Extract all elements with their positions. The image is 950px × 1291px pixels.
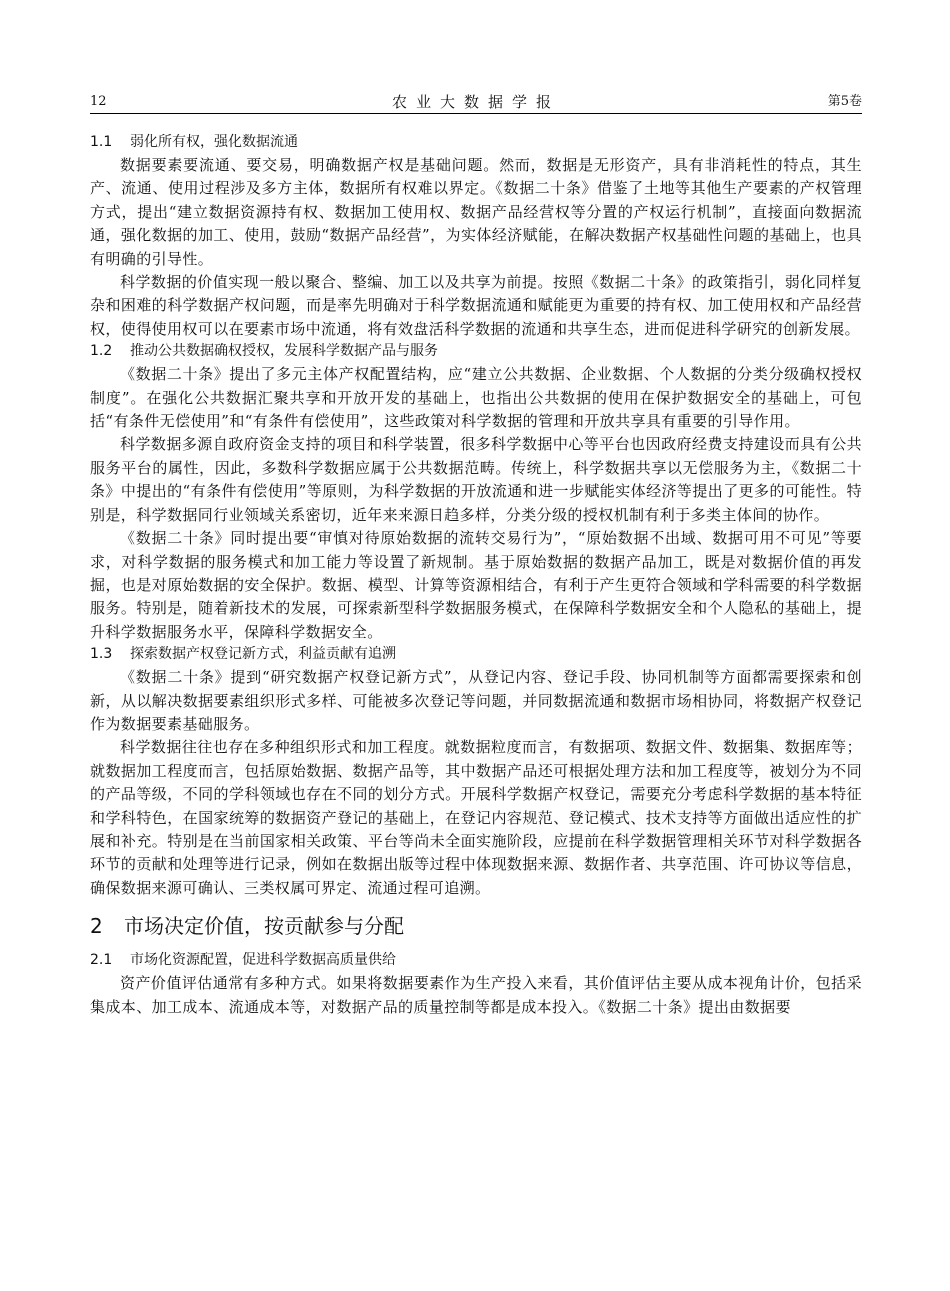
journal-title: 农业大数据学报 xyxy=(391,93,560,111)
paragraph: 资产价值评估通常有多种方式。如果将数据要素作为生产投入来看，其价值评估主要从成本视角计价，包括采集成本、加工成本、流通成本等，对数据产品的质量控制等都是成本投入。《数据二十条》提出由数据要 xyxy=(90,974,862,1016)
header-rule xyxy=(90,113,862,114)
article-body xyxy=(90,132,862,1019)
section-number: 1.3 xyxy=(90,646,113,663)
paragraph: 《数据二十条》同时提出要“审慎对待原始数据的流转交易行为”，“原始数据不出域、数据可用不可见”等要求，对科学数据的服务模式和加工能力等设置了新规制。基于原始数据的数据产品加工，既是对数据价值的再发掘，也是对原始数据的安全保护。数据、模型、计算等资源相结合，有利于产生更符合领域和学科需要的科学数据服务。特别是，随着新技术的发展，可探索新型科学数据服务模式，在保障科学数据安全和个人隐私的基础上，提升科学数据服务水平，保障科学数据安全。 xyxy=(90,529,862,641)
paragraph: 数据要素要流通、要交易，明确数据产权是基础问题。然而，数据是无形资产，具有非消耗性的特点，其生产、流通、使用过程涉及多方主体，数据所有权难以界定。《数据二十条》借鉴了土地等其他生产要素的产权管理方式，提出“建立数据资源持有权、数据加工使用权、数据产品经营权等分置的产权运行机制”，直接面向数据流通，强化数据的加工、使用，鼓励“数据产品经营”，为实体经济赋能，在解决数据产权基础性问题的基础上，也具有明确的引导性。 xyxy=(90,156,862,268)
section-heading-1-1 xyxy=(90,132,862,152)
section-number: 1.2 xyxy=(90,343,113,360)
paragraph: 科学数据的价值实现一般以聚合、整编、加工以及共享为前提。按照《数据二十条》的政策指引，弱化同样复杂和困难的科学数据产权问题，而是率先明确对于科学数据流通和赋能更为重要的持有权、加工使用权和产品经营权，使得使用权可以在要素市场中流通，将有效盘活科学数据的流通和共享生态，进而促进科学研究的创新发展。 xyxy=(90,273,862,338)
section-heading-1-3 xyxy=(90,644,862,664)
section-title: 推动公共数据确权授权，发展科学数据产品与服务 xyxy=(130,343,438,360)
paragraph: 《数据二十条》提到“研究数据产权登记新方式”，从登记内容、登记手段、协同机制等方面都需要探索和创新，从以解决数据要素组织形式多样、可能被多次登记等问题，并同数据流通和数据市场相协同，将数据产权登记作为数据要素基础服务。 xyxy=(90,668,862,733)
section-number: 2 xyxy=(90,914,103,939)
running-header xyxy=(90,92,862,112)
section-title: 弱化所有权，强化数据流通 xyxy=(130,134,298,150)
section-number: 1.1 xyxy=(90,134,113,150)
paragraph: 《数据二十条》提出了多元主体产权配置结构，应“建立公共数据、企业数据、个人数据的分类分级确权授权制度”。在强化公共数据汇聚共享和开放开发的基础上，也指出公共数据的使用在保护数据安全的基础上，可包括“有条件无偿使用”和“有条件有偿使用”，这些政策对科学数据的管理和开放共享具有重要的引导作用。 xyxy=(90,365,862,431)
section-number: 2.1 xyxy=(90,952,113,969)
section-heading-1-2 xyxy=(90,341,862,361)
paragraph: 科学数据多源自政府资金支持的项目和科学装置，很多科学数据中心等平台也因政府经费支持建设而具有公共服务平台的属性，因此，多数科学数据应属于公共数据范畴。传统上，科学数据共享以无偿服务为主，《数据二十条》中提出的“有条件有偿使用”等原则，为科学数据的开放流通和进一步赋能实体经济等提出了更多的可能性。特别是，科学数据同行业领域关系密切，近年来来源日趋多样，分类分级的授权机制有利于多类主体间的协作。 xyxy=(90,435,862,524)
section-title: 市场化资源配置，促进科学数据高质量供给 xyxy=(130,952,396,969)
section-heading-2-1 xyxy=(90,950,862,970)
section-title: 市场决定价值，按贡献参与分配 xyxy=(124,914,404,939)
volume-label: 第5卷 xyxy=(827,94,862,109)
paragraph: 科学数据往往也存在多种组织形式和加工程度。就数据粒度而言，有数据项、数据文件、数据集、数据库等；就数据加工程度而言，包括原始数据、数据产品等，其中数据产品还可根据处理方法和加工程度等，被划分为不同的产品等级，不同的学科领域也存在不同的划分方式。开展科学数据产权登记，需要充分考虑科学数据的基本特征和学科特色，在国家统筹的数据资产登记的基础上，在登记内容规范、登记模式、技术支持等方面做出适应性的扩展和补充。特别是在当前国家相关政策、平台等尚未全面实施阶段，应提前在科学数据管理相关环节对科学数据各环节的贡献和处理等进行记录，例如在数据出版等过程中体现数据来源、数据作者、共享范围、许可协议等信息，确保数据来源可确认、三类权属可界定、流通过程可追溯。 xyxy=(90,738,862,897)
section-heading-2 xyxy=(90,912,862,940)
page-number: 12 xyxy=(90,94,107,109)
section-title: 探索数据产权登记新方式，利益贡献有追溯 xyxy=(130,646,396,663)
